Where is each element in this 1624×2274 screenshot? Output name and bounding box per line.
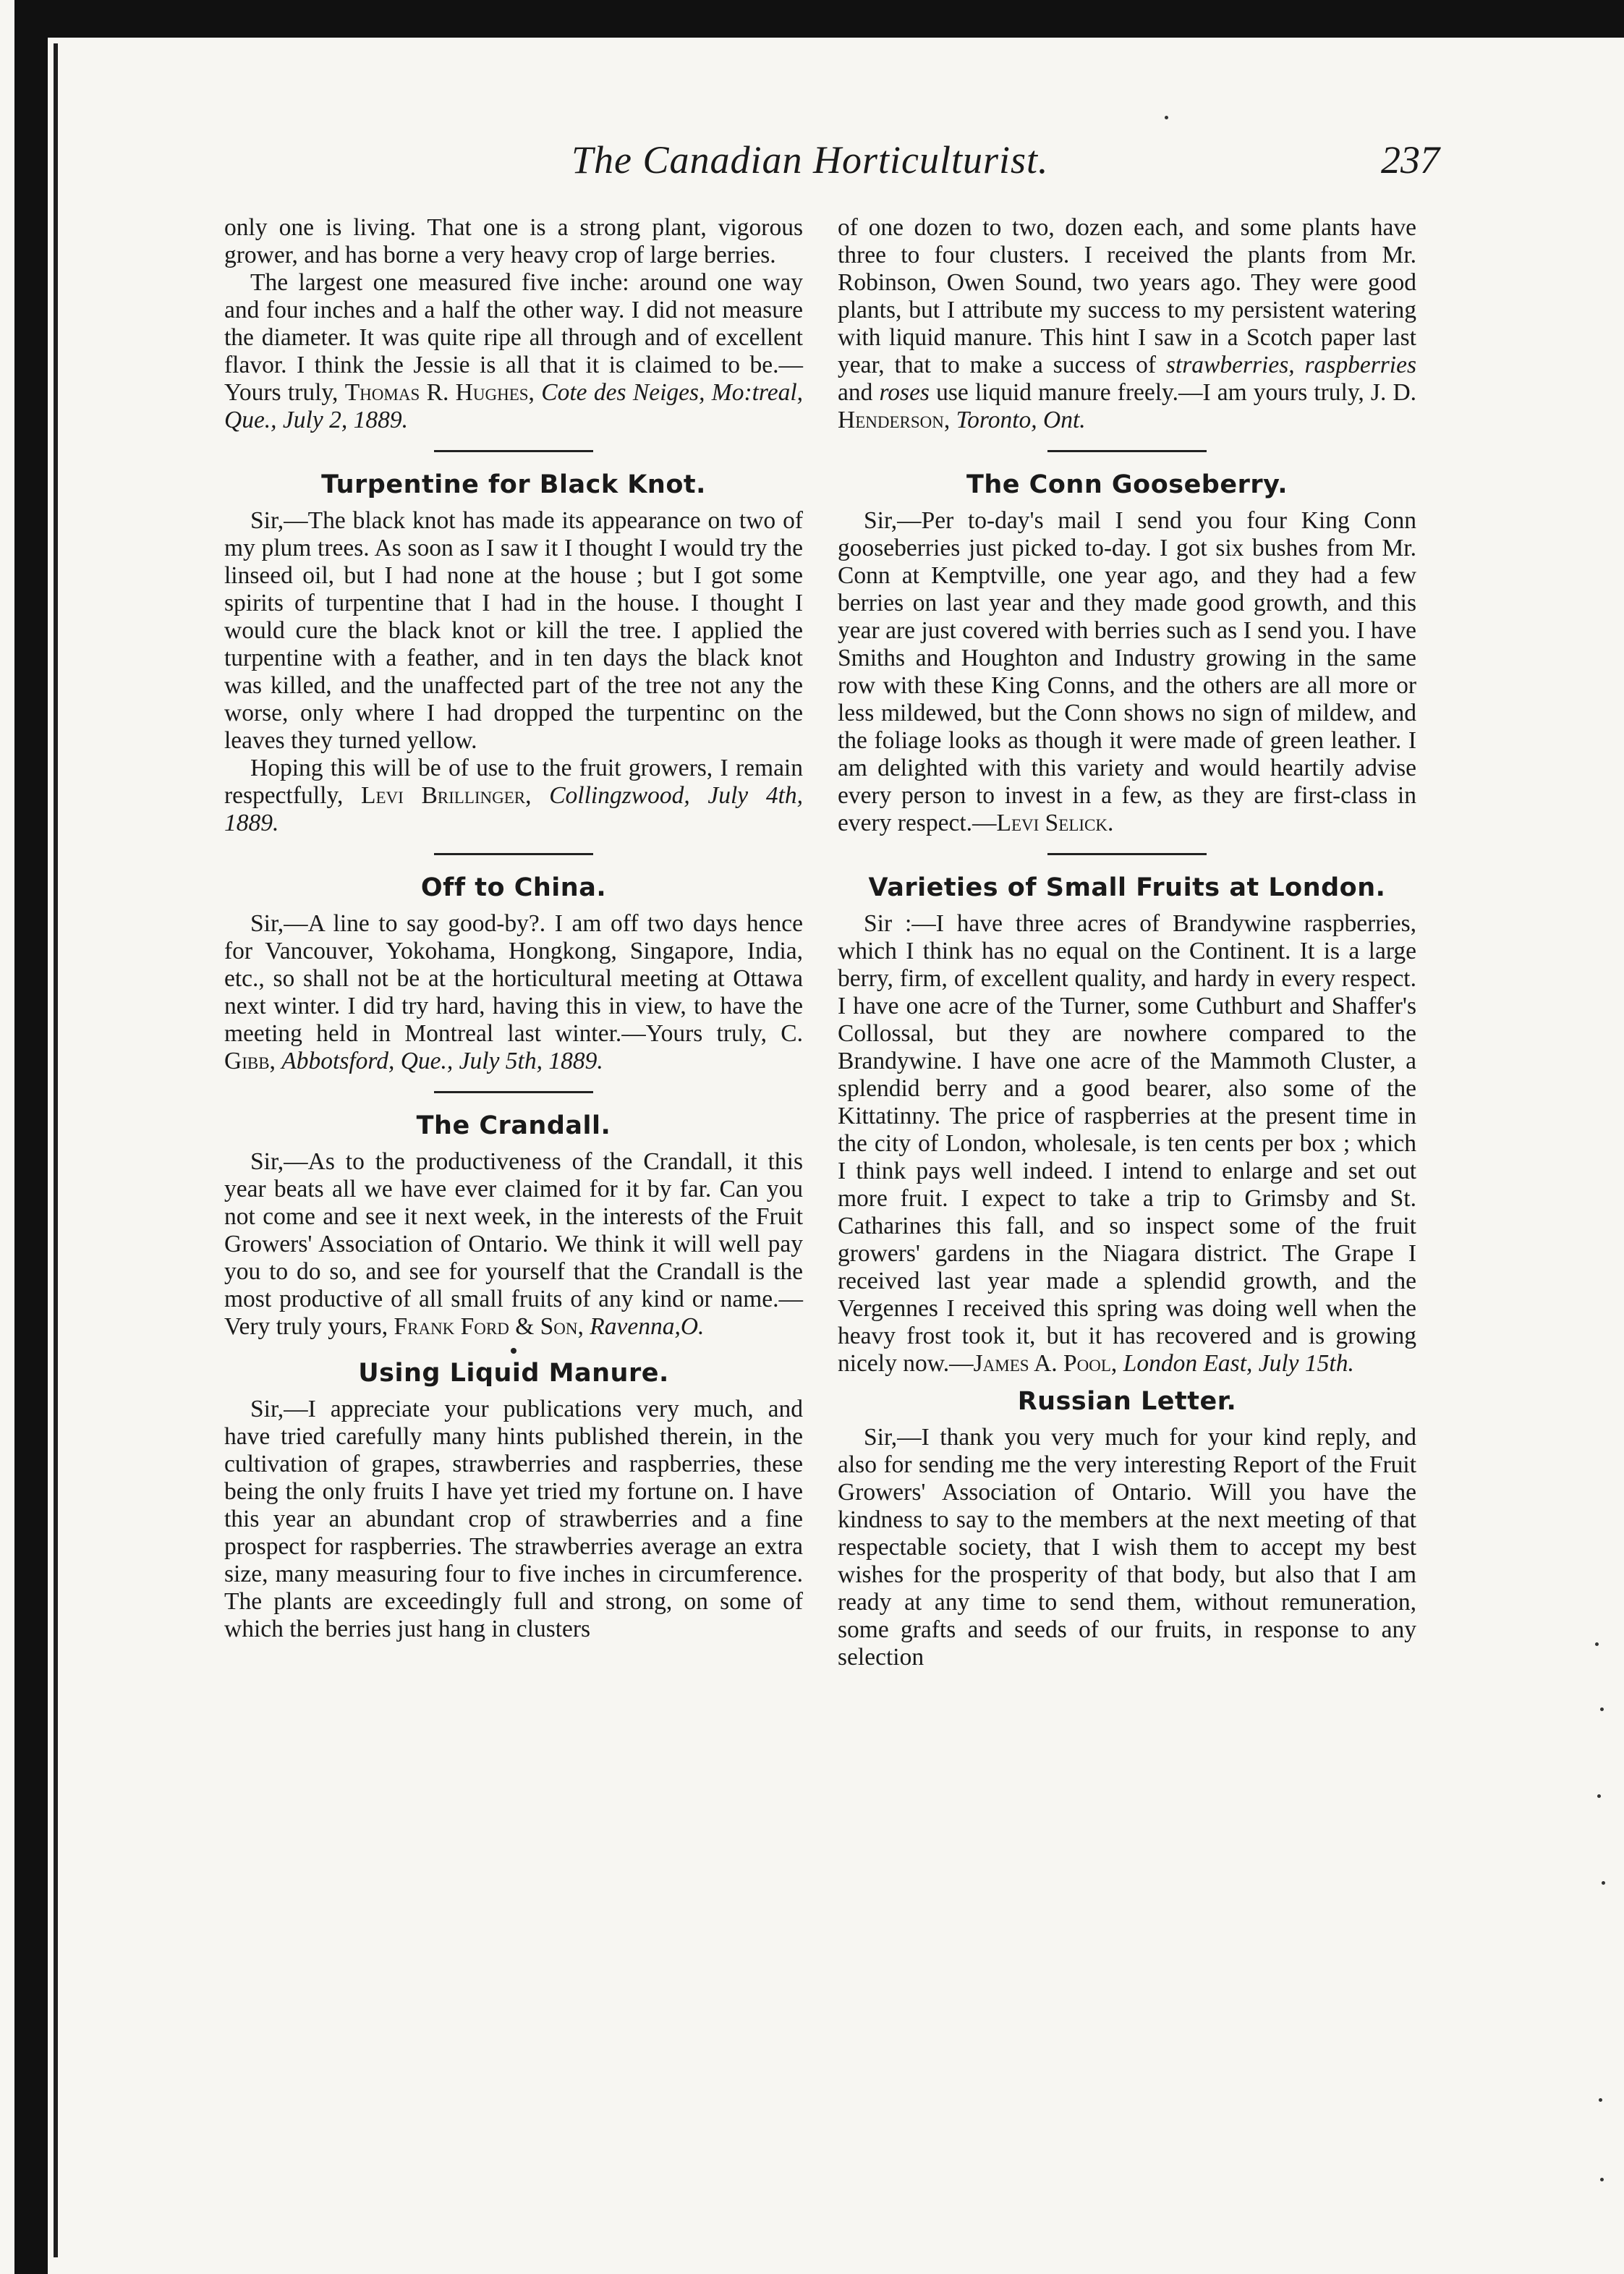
scan-speck [1599,2098,1602,2102]
signature-place: London East, July 15th. [1123,1350,1354,1377]
body-text: use liquid manure freely.—I am yours truly, [936,379,1364,406]
section-divider [1047,450,1207,452]
article-body [838,910,1416,1378]
conjunction: and [838,379,873,406]
article-heading: Off to China. [420,873,607,902]
scan-speck [1600,2178,1604,2181]
article-body: Sir,—I appreciate your publications very much, and have tried carefully many hints published therein, in the cultivation of grapes, strawberries and raspberries, these being the only fruits I have yet tried my fortune on. I have this year an abundant crop of strawberries and a fine prospect for raspberries. The strawberries average an extra size, many measuring four to five inches in circumference. The plants are exceedingly full and strong, on some of which the berries just hang in clusters [224,1396,803,1642]
section-divider [1047,853,1207,855]
scan-speck [1597,1794,1601,1798]
closing-text: Hoping this will be of use to the fruit growers, I remain respectfully, [224,755,803,809]
scan-border-top [14,0,1624,38]
letter-continuation: only one is living. That one is a strong plant, vigorous grower, and has borne a very heavy crop of large berries. [224,214,803,268]
letter-paragraph [224,269,803,434]
scan-border-left-inner [54,43,58,2257]
signature-place: Abbotsford, Que., July 5th, 1889. [281,1048,603,1074]
body-text: Sir,—Per to-day's mail I send you four King Conn gooseberries just picked to-day. I got six bushes from Mr. Conn at Kemptville, one year ago, and they had a few berries on last year and they made good growth, and this year are just covered with berries such as I send you. I have Smiths and Houghton and Industry growing in the same row with these King Conns, and the others are all more or less mildewed, but the Conn shows no sign of mildew, and the foliage looks as though it were made of green leather. I am delighted with this variety and would heartily advise every person to invest in a few, as they are first-class in every respect.— [838,507,1416,836]
signature-place: Ravenna,O. [590,1313,705,1340]
right-column [838,214,1416,1671]
letter-text: The largest one measured five inche: around one way and four inches and a half the other way. I did not measure the diameter. It was quite ripe all through and of excellent flavor. I think the Jessie is all that it is claimed to be.—Yours truly, [224,269,803,406]
italic-term: roses [879,379,930,406]
article-heading: The Crandall. [416,1111,611,1140]
signature-name: C. Gibb, [224,1020,804,1074]
scan-speck [1600,1707,1604,1711]
signature-place: Collingzwood, July 4th, 1889. [224,782,804,836]
left-column [224,214,803,1643]
page-number: 237 [1381,138,1440,182]
journal-title: The Canadian Horticulturist. [571,138,1049,182]
signature-place: Toronto, Ont. [956,407,1086,433]
signature-name: Levi Brillinger, [361,782,532,809]
article-body [224,910,803,1075]
article-continuation [838,214,1416,434]
scan-speck [1595,1642,1599,1646]
signature-name: Levi Selick. [996,810,1114,836]
scan-speck [1602,1881,1605,1885]
article-closing [224,755,803,837]
section-divider [434,450,593,452]
body-text: Sir,—As to the productiveness of the Crandall, it this year beats all we have ever claimed for it by far. Can you not come and see it next week, in the interests of the Fruit Growers' Association of Ontario. We think it will well pay you to do so, and see for yourself that the Crandall is the most productive of all small fruits of any kind or name.—Very truly yours, [224,1148,803,1340]
article-body: Sir,—I thank you very much for your kind reply, and also for sending me the very interesting Report of the Fruit Growers' Association of Ontario. Will you have the kindness to say to the members at the next meeting of that respectable society, that I wish them to accept my best wishes for the prosperity of that body, but also that I am ready at any time to send them, without remuneration, some grafts and seeds of our fruits, in response to any selection [838,1424,1416,1671]
italic-term: strawberries, raspberries [1165,352,1416,378]
body-text: of one dozen to two, dozen each, and some plants have three to four clusters. I received the plants from Mr. Robinson, Owen Sound, two years ago. They were good plants, but I attribute my success to my persistent watering with liquid manure. This hint I saw in a Scotch paper last year, that to make a success of [838,214,1416,378]
article-heading: Turpentine for Black Knot. [321,470,706,499]
article-heading: Russian Letter. [1017,1387,1237,1416]
signature-name: Frank Ford & Son, [394,1313,584,1340]
signature-name: Thomas R. Hughes, [344,379,535,406]
section-divider-dot [511,1348,516,1354]
body-text: Sir,—A line to say good-by?. I am off two days hence for Vancouver, Yokohama, Hongkong, Singapore, India, etc., so shall not be at the horticultural meeting at Ottawa next winter. I did try hard, having this in view, to have the meeting held in Montreal last winter.—Yours truly, [224,910,803,1047]
scan-speck [1165,116,1168,119]
running-head [571,137,1440,195]
scan-border-left [14,0,48,2274]
article-body: Sir,—The black knot has made its appearance on two of my plum trees. As soon as I saw it I thought I would try the linseed oil, but I had none at the house ; but I got some spirits of turpentine that I had in the house. I thought I would cure the black knot or kill the tree. I applied the turpentine with a feather, and in ten days the black knot was killed, and the unaffected part of the tree not any the worse, only where I had dropped the turpentinc on the leaves they turned yellow. [224,507,803,754]
article-body [838,507,1416,837]
article-body [224,1148,803,1341]
article-heading: Varieties of Small Fruits at London. [868,873,1386,902]
article-heading: Using Liquid Manure. [358,1359,669,1388]
signature-place: Cote des Neiges, Mo:treal, Que., July 2, 1889. [224,379,803,433]
signature-name: J. D. Henderson, [838,379,1417,433]
section-divider [434,1091,593,1093]
body-text: Sir :—I have three acres of Brandywine raspberries, which I think has no equal on the Continent. It is a large berry, firm, of excellent quality, and hardy in every respect. I have one acre of the Turner, some Cuthburt and Shaffer's Collossal, but they are nowhere compared to the Brandywine. I have one acre of the Mammoth Cluster, a splendid berry and a good bearer, also some of the Kittatinny. The price of raspberries at the present time in the city of London, wholesale, is ten cents per box ; which I think pays well indeed. I intend to enlarge and set out more fruit. I expect to take a trip to Grimsby and St. Catharines this fall, and so inspect some of the fruit growers' gardens in the Niagara district. The Grape I received last year made a splendid growth, and the Vergennes I received this spring was doing well when the heavy frost took it, but it has recovered and is growing nicely now.— [838,910,1416,1377]
section-divider [434,853,593,855]
signature-name: James A. Pool, [973,1350,1118,1377]
article-heading: The Conn Gooseberry. [966,470,1288,499]
